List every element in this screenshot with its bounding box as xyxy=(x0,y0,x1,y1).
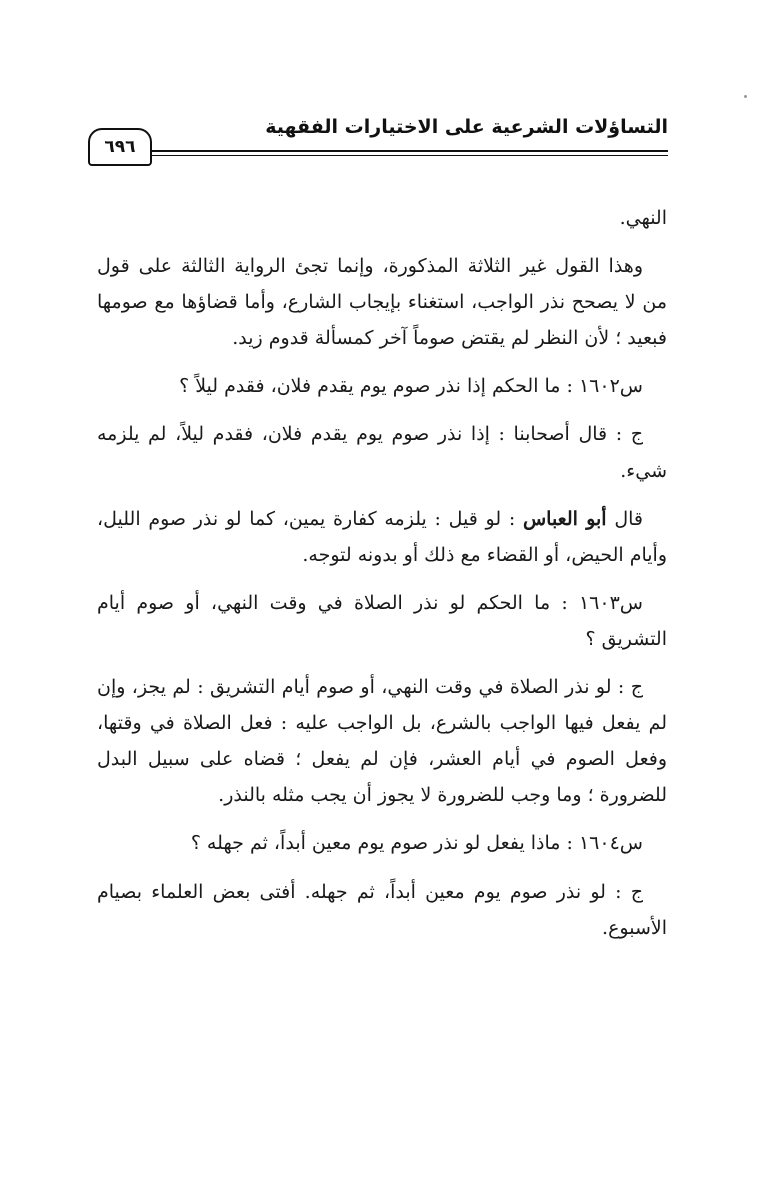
running-title: التساؤلات الشرعية على الاختيارات الفقهية xyxy=(265,116,668,138)
paragraph-continuation: النهي. xyxy=(619,207,667,229)
answer-1602: ج : قال أصحابنا : إذا نذر صوم يوم يقدم فلان، فقدم ليلاً، لم يلزمه شيء. xyxy=(97,423,667,482)
header-rule-thin xyxy=(88,155,668,156)
opinion-prefix: قال xyxy=(614,507,643,530)
question-1603: س١٦٠٣ : ما الحكم لو نذر الصلاة في وقت النهي، أو صوم أيام التشريق ؟ xyxy=(97,591,667,650)
page-header xyxy=(88,108,668,164)
paragraph: وهذا القول غير الثلاثة المذكورة، وإنما تجئ الرواية الثالثة على قول من لا يصحح نذر الواجب، استغناء بإيجاب الشارع، وأما قضاؤها مع صومها فبعيد ؛ لأن النظر لم يقتض صوماً آخر كمسألة قدوم زيد. xyxy=(97,255,667,350)
question-1604: س١٦٠٤ : ماذا يفعل لو نذر صوم يوم معين أبداً، ثم جهله ؟ xyxy=(190,832,643,855)
header-rule xyxy=(88,150,668,152)
margin-dot xyxy=(744,95,747,98)
page-number: ٦٩٦ xyxy=(88,128,152,166)
opinion-text: : لو قيل : يلزمه كفارة يمين، كما لو نذر صوم الليل، وأيام الحيض، أو القضاء مع ذلك أو بدونه لتوجه. xyxy=(97,507,667,566)
answer-1604: ج : لو نذر صوم يوم معين أبداً، ثم جهله. أفتى بعض العلماء بصيام الأسبوع. xyxy=(97,880,667,939)
scholar-name: أبو العباس xyxy=(522,507,607,530)
answer-1603: ج : لو نذر الصلاة في وقت النهي، أو صوم أيام التشريق : لم يجز، وإن لم يفعل فيها الواجب بالشرع، بل الواجب عليه : فعل الصلاة في وقتها، وفعل الصوم في أيام العشر، فإن لم يفعل ؛ قضاه على سبيل البدل للضرورة ؛ وما وجب للضرورة لا يجوز أن يجب مثله بالنذر. xyxy=(97,676,667,807)
scholar-opinion xyxy=(97,501,667,573)
page-body xyxy=(97,200,667,958)
question-1602: س١٦٠٢ : ما الحكم إذا نذر صوم يوم يقدم فلان، فقدم ليلاً ؟ xyxy=(179,375,643,398)
